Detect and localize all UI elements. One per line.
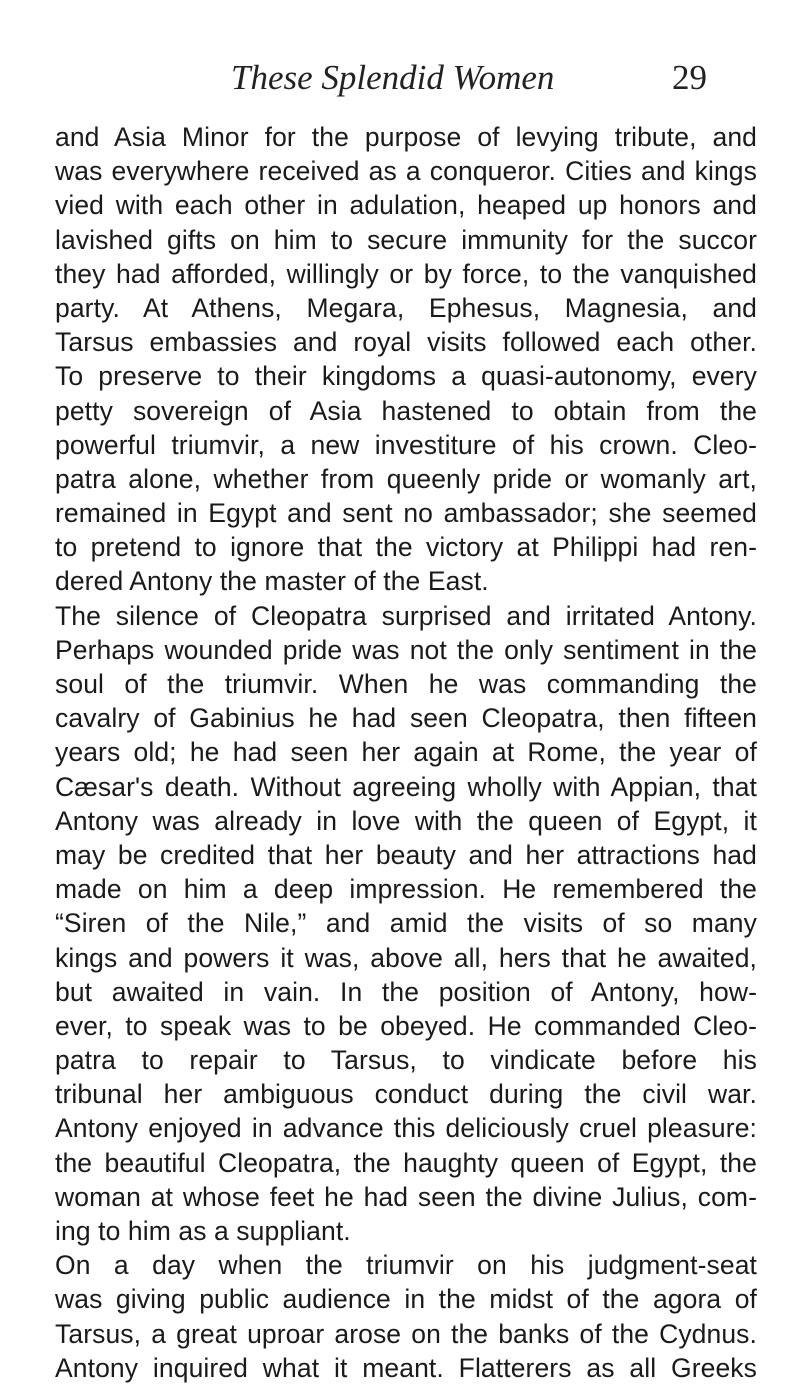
text-line: On a day when the triumvir on his judgment-seat	[55, 1250, 757, 1281]
text-line: soul of the triumvir. When he was commanding the	[55, 669, 757, 699]
text-line: powerful triumvir, a new investiture of his crown. Cleo-	[55, 429, 757, 460]
text-line: Tarsus, a great uproar arose on the banks of the Cydnus.	[55, 1318, 757, 1349]
text-line: Antony inquired what it meant. Flatterers as all Greeks	[55, 1352, 757, 1383]
text-line: years old; he had seen her again at Rome, the year of	[55, 737, 757, 768]
text-line: woman at whose feet he had seen the divine Julius, com-	[55, 1181, 757, 1212]
page-number: 29	[672, 58, 707, 97]
text-line: lavished gifts on him to secure immunity for the succor	[55, 224, 757, 255]
text-line: remained in Egypt and sent no ambassador; she seemed	[55, 498, 757, 529]
text-line: to pretend to ignore that the victory at Philippi had ren-	[55, 532, 757, 563]
text-line: was giving public audience in the midst of the agora of	[55, 1284, 757, 1315]
text-line: and Asia Minor for the purpose of levying tribute, and	[55, 122, 757, 152]
text-line: the beautiful Cleopatra, the haughty queen of Egypt, the	[55, 1147, 757, 1178]
text-line: ever, to speak was to be obeyed. He commanded Cleo-	[55, 1010, 757, 1041]
text-line: vied with each other in adulation, heaped up honors and	[55, 190, 757, 221]
text-line: To preserve to their kingdoms a quasi-autonomy, every	[55, 361, 757, 392]
text-line: patra alone, whether from queenly pride or womanly art,	[55, 463, 757, 494]
text-line: ing to him as a suppliant.	[55, 1216, 351, 1246]
text-line: kings and powers it was, above all, hers that he awaited,	[55, 942, 757, 973]
text-line: “Siren of the Nile,” and amid the visits of so many	[55, 908, 757, 939]
running-title: These Splendid Women	[231, 58, 555, 97]
text-line: Antony was already in love with the queen of Egypt, it	[55, 805, 757, 836]
text-line: Antony enjoyed in advance this deliciously cruel pleasure:	[55, 1113, 757, 1144]
text-line: Cæsar's death. Without agreeing wholly with Appian, that	[55, 771, 757, 802]
text-line: patra to repair to Tarsus, to vindicate before his	[55, 1045, 757, 1076]
text-line: tribunal her ambiguous conduct during the civil war.	[55, 1079, 757, 1110]
text-line: but awaited in vain. In the position of Antony, how-	[55, 976, 757, 1007]
text-line: party. At Athens, Megara, Ephesus, Magnesia, and	[55, 292, 757, 323]
text-line: may be credited that her beauty and her attractions had	[55, 839, 757, 870]
text-line: The silence of Cleopatra surprised and irritated Antony.	[55, 600, 757, 631]
text-line: cavalry of Gabinius he had seen Cleopatra, then fifteen	[55, 703, 757, 734]
text-line: dered Antony the master of the East.	[55, 566, 489, 597]
text-line: Tarsus embassies and royal visits followed each other.	[55, 327, 757, 358]
text-line: was everywhere received as a conqueror. Cities and kings	[55, 156, 757, 187]
text-line: Perhaps wounded pride was not the only sentiment in the	[55, 634, 757, 665]
text-line: made on him a deep impression. He remembered the	[55, 874, 757, 905]
text-line: petty sovereign of Asia hastened to obtain from the	[55, 395, 757, 426]
body-text	[55, 120, 757, 1385]
running-header	[0, 56, 800, 100]
text-line: they had afforded, willingly or by force, to the vanquished	[55, 258, 757, 289]
